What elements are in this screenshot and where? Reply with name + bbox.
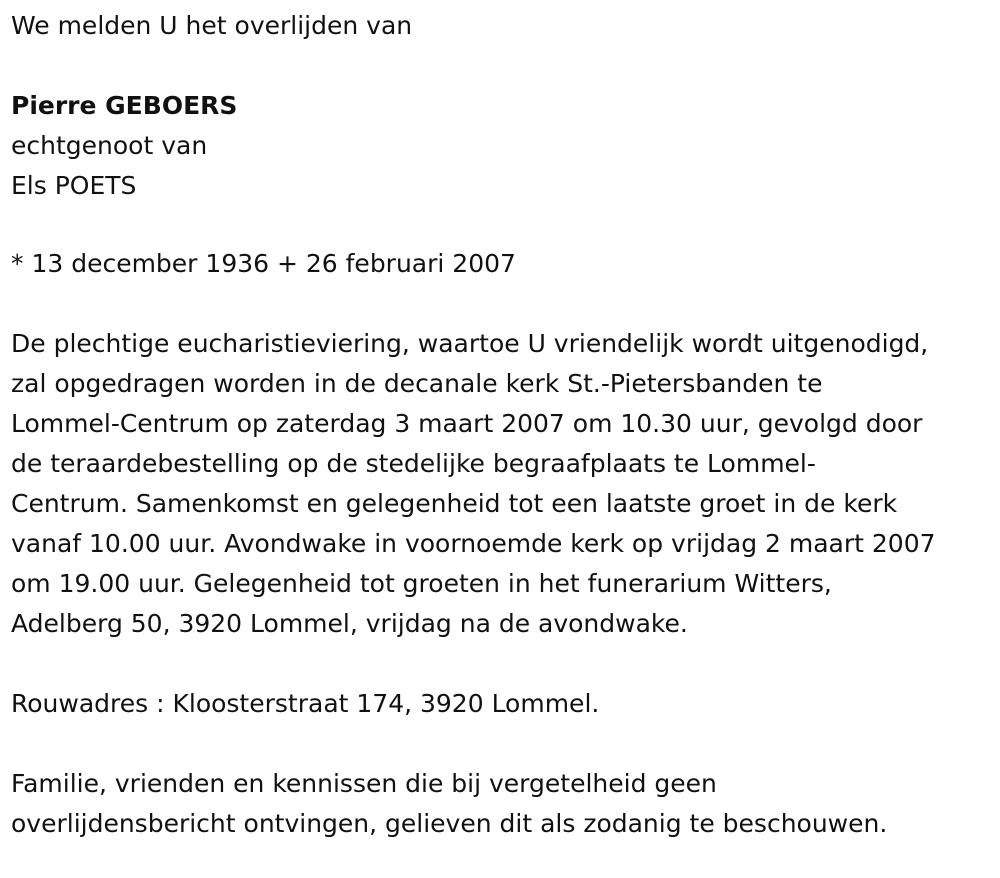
ceremony-line: de teraardebestelling op de stedelijke begraafplaats te Lommel- <box>11 449 816 478</box>
relation-text: echtgenoot van <box>11 131 208 160</box>
spacer <box>11 644 996 684</box>
ceremony-line: Adelberg 50, 3920 Lommel, vrijdag na de avondwake. <box>11 609 688 638</box>
ceremony-line: Lommel-Centrum op zaterdag 3 maart 2007 om 10.30 uur, gevolgd door <box>11 409 923 438</box>
intro-text: We melden U het overlijden van <box>11 11 413 40</box>
spacer <box>11 206 996 244</box>
spouse-name: Els POETS <box>11 171 137 200</box>
ceremony-line: om 19.00 uur. Gelegenheid tot groeten in het funerarium Witters, <box>11 569 832 598</box>
spacer <box>11 46 996 86</box>
ceremony-line: Centrum. Samenkomst en gelegenheid tot een laatste groet in de kerk <box>11 489 898 518</box>
ceremony-line: De plechtige eucharistieviering, waartoe U vriendelijk wordt uitgenodigd, <box>11 329 929 358</box>
ceremony-paragraph <box>11 324 996 644</box>
deceased-name: Pierre GEBOERS <box>11 91 238 120</box>
ceremony-line: zal opgedragen worden in de decanale kerk St.-Pietersbanden te <box>11 369 823 398</box>
closing-line: overlijdensbericht ontvingen, gelieven dit als zodanig te beschouwen. <box>11 809 888 838</box>
life-dates: * 13 december 1936 + 26 februari 2007 <box>11 249 516 278</box>
death-notice <box>11 6 996 844</box>
mourning-address: Rouwadres : Kloosterstraat 174, 3920 Lommel. <box>11 689 600 718</box>
ceremony-line: vanaf 10.00 uur. Avondwake in voornoemde kerk op vrijdag 2 maart 2007 <box>11 529 936 558</box>
spacer <box>11 284 996 324</box>
closing-line: Familie, vrienden en kennissen die bij vergetelheid geen <box>11 769 717 798</box>
spacer <box>11 724 996 764</box>
closing-paragraph <box>11 764 996 844</box>
